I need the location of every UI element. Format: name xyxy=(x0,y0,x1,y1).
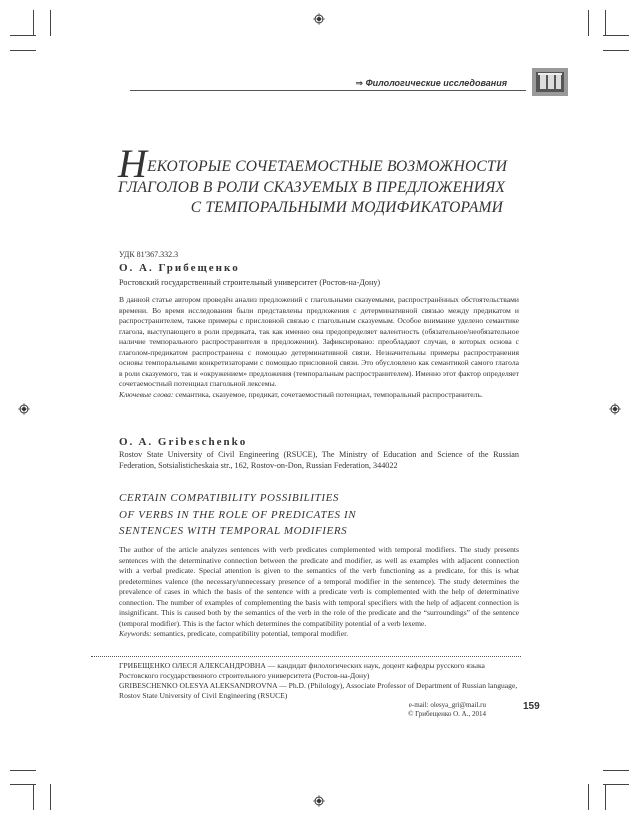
crop-mark xyxy=(10,35,36,36)
footer-divider xyxy=(91,656,521,657)
keywords-ru xyxy=(119,390,519,401)
abstract-ru xyxy=(119,295,519,400)
keywords-en xyxy=(119,629,519,640)
affiliation-en: Rostov State University of Civil Engineering (RSUCE), The Ministry of Education and Science of the Russian Federation, Sotsialisticheskaia str., 162, Rostov-on-Don, Russian Federation, 344022 xyxy=(119,450,519,470)
crop-mark xyxy=(603,770,629,771)
title-line: С ТЕМПОРАЛЬНЫМИ МОДИФИКАТОРАМИ xyxy=(190,199,503,216)
crop-mark xyxy=(603,50,629,51)
registration-mark-icon xyxy=(609,403,621,415)
keywords-text-ru: семантика, сказуемое, предикат, сочетаемостный потенциал, темпоральный распространитель. xyxy=(173,389,483,399)
registration-mark-icon xyxy=(313,13,325,25)
journal-logo-icon xyxy=(532,68,568,96)
title-line: SENTENCES WITH TEMPORAL MODIFIERS xyxy=(119,525,348,537)
title-line: OF VERBS IN THE ROLE OF PREDICATES IN xyxy=(119,508,357,521)
keywords-label-en: Keywords: xyxy=(119,629,152,638)
title-line: НЕКОТОРЫЕ СОЧЕТАЕМОСТНЫЕ ВОЗМОЖНОСТИ xyxy=(118,141,508,186)
abstract-text-en: The author of the article analyzes sentences with verb predicates complemented with temporal modifiers. The study presents sentences with the determinative connection between the predicate and modifier, as well as examples with adjacent connection with a verbal predicate. Special attention is given to the semantics of the verb functioning as a predicate, for this is what predetermines valence (the necessary/unnecessary presence of a temporal modifier in the sentence). The study determines the prevalence of cases in which the basis of the sentence with a predicate verb is complemented with the help of determinative connection. The number of examples of complementing the basis with temporal specifiers with the help of adjacent connection is insignificant. This is caused both by the semantics of the verb in the role of the predicate and the “surroundings” of the sentence (temporal modifier). This is the factor which determines the compatibility potential of a verb lexeme. xyxy=(119,545,519,628)
crop-mark xyxy=(50,10,51,36)
registration-mark-icon xyxy=(313,795,325,807)
crop-mark xyxy=(603,784,629,785)
keywords-text-en: semantics, predicate, compatibility potential, temporal modifier. xyxy=(151,629,349,638)
arrow-right-icon: ⇒ xyxy=(355,78,364,88)
crop-mark xyxy=(33,10,34,36)
author-info-en: GRIBESCHENKO OLESYA ALEKSANDROVNA — Ph.D. (Philology), Associate Professor of Department of Russian language, Rostov State University of Civil Engineering (RSUCE) xyxy=(119,681,518,700)
section-label xyxy=(356,78,508,89)
abstract-text-ru: В данной статье автором проведён анализ предложений с глагольными сказуемыми, распространённых обстоятельствами времени. Во время исследования были представлены предложения с детерминативной связью между предикатом и распространителем, также примеры с присловной связью с глагольным сказуемым. Особое внимание уделено семантике глагола, выступающего в роли предиката, так как именно она предопределяет валентность (обязательное/необязательное наличие темпорального распространителя в предложении). Зафиксировано: преобладают случаи, в которых основа с глаголом-предикатом распространена с помощью детерминативной связи. Незначительны примеры распространения основы темпоральными конкретизаторами с помощью присловной связи. Это обусловлено как семантикой самого глагола в роли сказуемого, так и «окружением» предложения (темпоральным распространителем). Именно этот фактор определяет сочетаемостный потенциал глагольной лексемы. xyxy=(119,295,519,388)
title-dropcap: Н xyxy=(118,141,148,186)
abstract-en xyxy=(119,545,519,640)
author-info-ru: ГРИБЕЩЕНКО ОЛЕСЯ АЛЕКСАНДРОВНА — кандидат филологических наук, доцент кафедры русского языка Ростовского государственного строительного университета (Ростов-на-Дону) xyxy=(119,661,485,680)
crop-mark xyxy=(605,784,606,810)
copyright: © Грибещенко О. А., 2014 xyxy=(408,710,486,718)
title-line: CERTAIN COMPATIBILITY POSSIBILITIES xyxy=(119,492,340,504)
author-email: e-mail: olesya_gri@mail.ru xyxy=(408,701,486,709)
registration-mark-icon xyxy=(18,403,30,415)
keywords-label-ru: Ключевые слова: xyxy=(119,389,174,399)
crop-mark xyxy=(10,784,36,785)
title-line: ГЛАГОЛОВ В РОЛИ СКАЗУЕМЫХ В ПРЕДЛОЖЕНИЯХ xyxy=(118,179,506,196)
crop-mark xyxy=(605,10,606,36)
header-rule xyxy=(130,90,526,91)
udk-code: УДК 81'367.332.3 xyxy=(119,250,179,259)
page-number: 159 xyxy=(523,701,540,712)
crop-mark xyxy=(588,10,589,36)
article-title-en xyxy=(119,490,356,540)
affiliation-ru: Ростовский государственный строительный университет (Ростов-на-Дону) xyxy=(119,278,381,287)
crop-mark xyxy=(10,50,36,51)
crop-mark xyxy=(33,784,34,810)
author-name-ru: О. А. Грибещенко xyxy=(119,262,240,274)
crop-mark xyxy=(10,770,36,771)
crop-mark xyxy=(588,784,589,810)
crop-mark xyxy=(50,784,51,810)
article-title-ru xyxy=(118,141,508,218)
section-title: Филологические исследования xyxy=(365,78,507,88)
author-name-en: O. A. Gribeschenko xyxy=(119,436,248,448)
crop-mark xyxy=(603,35,629,36)
